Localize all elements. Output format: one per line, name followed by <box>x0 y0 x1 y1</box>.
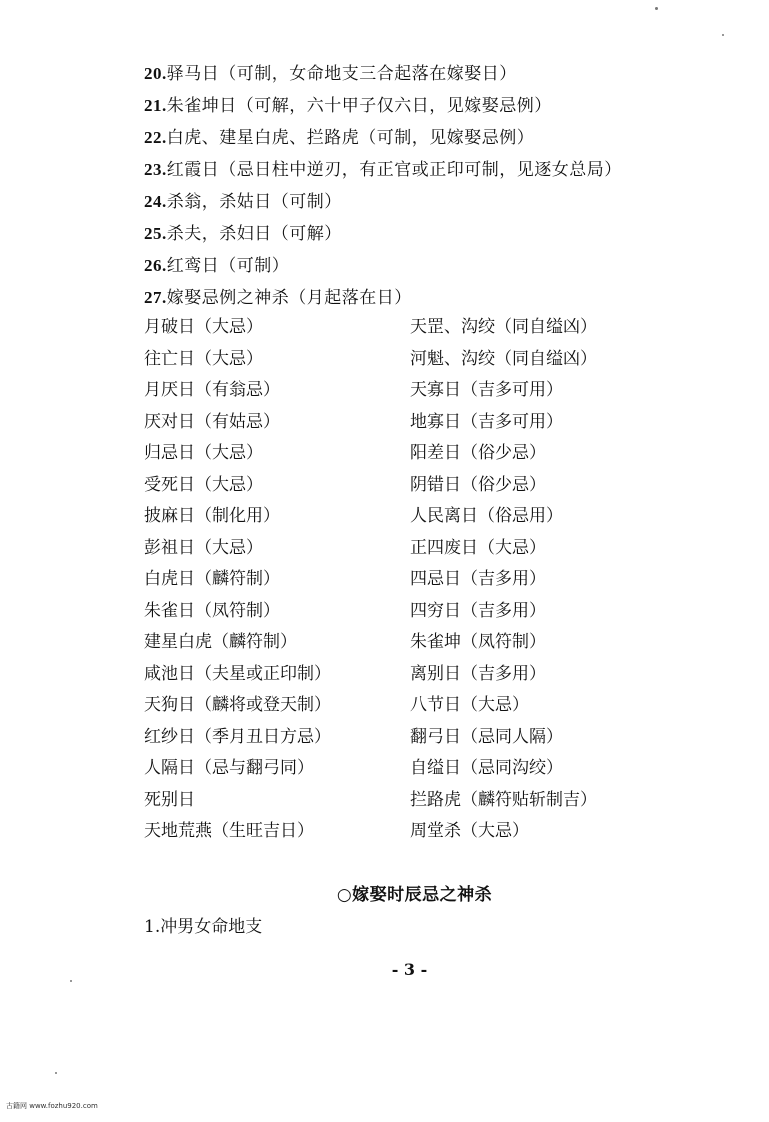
table-row <box>144 375 744 407</box>
table-row <box>144 407 744 439</box>
table-row <box>144 785 744 817</box>
table-cell-left: 月厌日（有翁忌） <box>144 380 280 400</box>
list-item: 24.杀翁，杀姑日（可制） <box>144 192 342 212</box>
list-item: 20.驿马日（可制，女命地支三合起落在嫁娶日） <box>144 64 517 84</box>
table-row <box>144 690 744 722</box>
scan-speck <box>55 1072 57 1074</box>
table-cell-right: 四穷日（吉多用） <box>410 600 546 621</box>
table-cell-right: 四忌日（吉多用） <box>410 569 546 589</box>
table-cell-right: 正四废日（大忌） <box>410 537 546 558</box>
table-row <box>144 596 744 628</box>
table-row <box>144 627 744 659</box>
table-row <box>144 470 744 502</box>
site-watermark: 古籍网 www.fozhu920.com <box>6 1102 98 1110</box>
table-row <box>144 312 744 344</box>
section-heading: ○嫁娶时辰忌之神杀 <box>336 885 493 905</box>
table-cell-left: 白虎日（麟符制） <box>144 569 280 589</box>
table-cell-left: 受死日（大忌） <box>144 474 263 495</box>
list-item: 23.红霞日（忌日柱中逆刃，有正官或正印可制，见逐女总局） <box>144 160 622 180</box>
table-cell-left: 红纱日（季月丑日方忌） <box>144 726 331 747</box>
table-cell-left: 咸池日（夫星或正印制） <box>144 663 331 684</box>
page-number: - 3 - <box>391 960 428 979</box>
table-cell-right: 朱雀坤（凤符制） <box>410 632 546 652</box>
table-cell-right: 河魁、沟绞（同自缢凶） <box>410 348 597 369</box>
list-item: 25.杀夫，杀妇日（可解） <box>144 224 342 244</box>
table-row <box>144 816 744 848</box>
table-cell-left: 月破日（大忌） <box>144 317 263 337</box>
table-cell-left: 死别日 <box>144 789 195 810</box>
list-item: 22.白虎、建星白虎、拦路虎（可制，见嫁娶忌例） <box>144 128 535 148</box>
table-row <box>144 501 744 533</box>
list-item: 21.朱雀坤日（可解，六十甲子仅六日，见嫁娶忌例） <box>144 96 552 116</box>
table-cell-left: 建星白虎（麟符制） <box>144 632 297 652</box>
table-cell-left: 归忌日（大忌） <box>144 443 263 463</box>
numbered-list <box>144 58 744 314</box>
section-item: 1.冲男女命地支 <box>144 917 263 937</box>
table-cell-left: 天狗日（麟将或登天制） <box>144 695 331 715</box>
table-cell-right: 地寡日（吉多可用） <box>410 411 563 432</box>
table-cell-right: 离别日（吉多用） <box>410 663 546 684</box>
table-cell-left: 人隔日（忌与翻弓同） <box>144 758 314 778</box>
scan-speck <box>70 980 72 982</box>
table-cell-right: 阳差日（俗少忌） <box>410 443 546 463</box>
table-cell-right: 拦路虎（麟符贴斩制吉） <box>410 789 597 810</box>
table-row <box>144 564 744 596</box>
table-cell-right: 翻弓日（忌同人隔） <box>410 726 563 747</box>
table-cell-right: 自缢日（忌同沟绞） <box>410 758 563 778</box>
table-row <box>144 722 744 754</box>
table-row <box>144 344 744 376</box>
table-row <box>144 533 744 565</box>
table-cell-right: 八节日（大忌） <box>410 695 529 715</box>
table-cell-left: 朱雀日（凤符制） <box>144 600 280 621</box>
table-row <box>144 659 744 691</box>
table-cell-left: 彭祖日（大忌） <box>144 537 263 558</box>
table-cell-left: 往亡日（大忌） <box>144 348 263 369</box>
list-item: 26.红鸾日（可制） <box>144 256 290 276</box>
list-item: 27.嫁娶忌例之神杀（月起落在日） <box>144 288 412 308</box>
table-cell-left: 厌对日（有姑忌） <box>144 411 280 432</box>
table-cell-right: 天罡、沟绞（同自缢凶） <box>410 317 597 337</box>
table-cell-left: 披麻日（制化用） <box>144 506 280 526</box>
table-cell-left: 天地荒燕（生旺吉日） <box>144 821 314 841</box>
table-cell-right: 阴错日（俗少忌） <box>410 474 546 495</box>
table-row <box>144 753 744 785</box>
scan-speck <box>655 7 658 10</box>
table-row <box>144 438 744 470</box>
table-cell-right: 人民离日（俗忌用） <box>410 506 563 526</box>
table-cell-right: 天寡日（吉多可用） <box>410 380 563 400</box>
scan-speck <box>722 34 724 36</box>
table-cell-right: 周堂杀（大忌） <box>410 821 529 841</box>
deity-table <box>144 312 744 848</box>
